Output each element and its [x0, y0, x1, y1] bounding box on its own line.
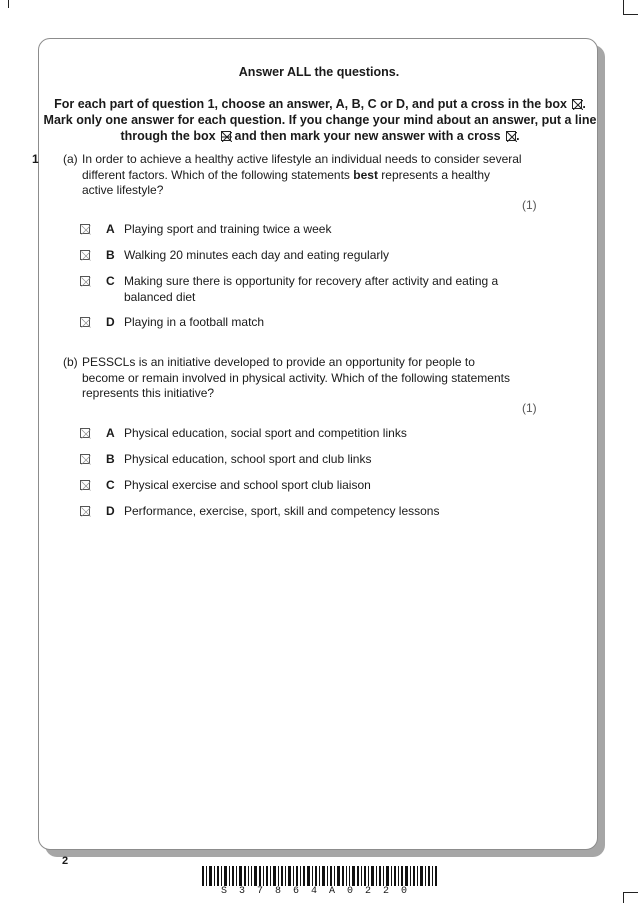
- barcode-icon: [200, 866, 440, 888]
- part-b-label: (b): [63, 355, 78, 369]
- barcode-text: S37864A0220: [220, 886, 419, 897]
- option-text: Physical education, school sport and club links: [124, 452, 372, 466]
- answer-checkbox[interactable]: [80, 454, 90, 464]
- question-number: 1: [32, 152, 39, 166]
- option-text: Physical exercise and school sport club liaison: [124, 478, 371, 492]
- part-a-marks: (1): [522, 198, 537, 212]
- option-letter: A: [106, 222, 115, 236]
- instructions-line-2: Mark only one answer for each question. If you change your mind about an answer, put a line: [43, 113, 597, 127]
- part-a-label: (a): [63, 152, 78, 166]
- answer-checkbox[interactable]: [80, 250, 90, 260]
- option-letter: A: [106, 426, 115, 440]
- option-letter: B: [106, 452, 115, 466]
- part-b-stem: PESSCLs is an initiative developed to provide an opportunity for people to become or remain involved in physical activity. Which of the following statements represents this initiative?: [82, 355, 510, 400]
- crossed-box-icon: [572, 99, 582, 109]
- crossed-box-icon: [506, 131, 516, 141]
- option-text: Playing in a football match: [124, 315, 265, 329]
- instructions-line-1: For each part of question 1, choose an answer, A, B, C or D, and put a cross in the box .: [54, 97, 586, 111]
- answer-checkbox[interactable]: [80, 276, 90, 286]
- part-a-stem: In order to achieve a healthy active lifestyle an individual needs to consider several different factors. Which of the following statements best represents a healthy active lifestyle?: [82, 152, 522, 197]
- option-letter: D: [106, 504, 115, 518]
- answer-checkbox[interactable]: [80, 428, 90, 438]
- crop-mark-top-left: [0, 0, 9, 8]
- option-text: Physical education, social sport and competition links: [124, 426, 407, 440]
- crop-mark-top-right: [623, 0, 638, 15]
- instructions-line-3: through the box and then mark your new answer with a cross .: [120, 129, 520, 143]
- struck-box-icon: [221, 131, 231, 141]
- answer-checkbox[interactable]: [80, 317, 90, 327]
- crop-mark-bottom-right: [623, 892, 638, 903]
- answer-checkbox[interactable]: [80, 480, 90, 490]
- page-number: 2: [62, 855, 69, 867]
- option-text: Walking 20 minutes each day and eating regularly: [124, 248, 390, 262]
- option-letter: C: [106, 478, 115, 492]
- answer-checkbox[interactable]: [80, 506, 90, 516]
- answer-checkbox[interactable]: [80, 224, 90, 234]
- option-text: Making sure there is opportunity for recovery after activity and eating a balanced diet: [124, 274, 499, 304]
- option-letter: D: [106, 315, 115, 329]
- option-letter: B: [106, 248, 115, 262]
- option-text: Playing sport and training twice a week: [124, 222, 332, 236]
- instructions-title: Answer ALL the questions.: [238, 65, 400, 79]
- option-text: Performance, exercise, sport, skill and competency lessons: [124, 504, 440, 518]
- instructions-block: [40, 96, 600, 144]
- part-b-marks: (1): [522, 401, 537, 415]
- option-letter: C: [106, 274, 115, 288]
